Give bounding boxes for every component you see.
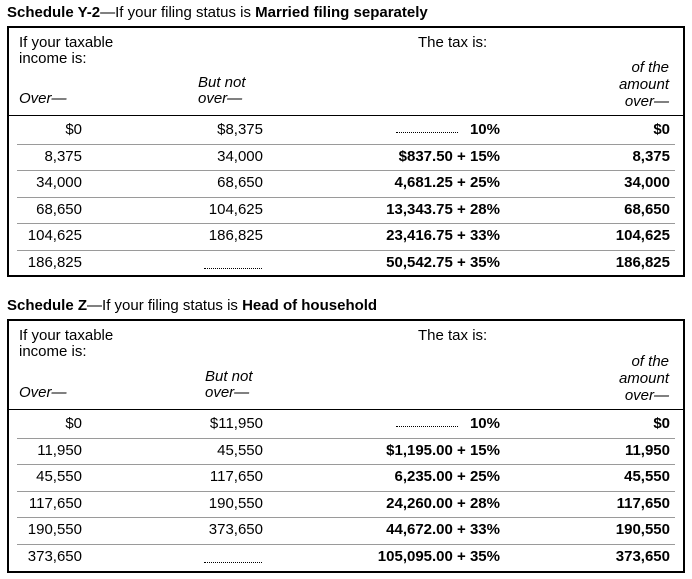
header-of-the: of the [631,59,669,76]
schedule-name: Schedule Y-2 [7,4,101,21]
leader-dots [204,268,262,269]
header-amount-over: over— [624,387,669,404]
but-not-over-value: 104,625 [208,200,263,218]
tax-value: 10% [469,415,500,432]
of-amount-value: 117,650 [616,494,670,512]
tax-value: $837.50 + 15% [398,147,500,165]
header-income-line1: If your taxable [19,327,114,344]
tax-value: 105,095.00 + 35% [377,547,500,565]
header-tax-is: The tax is: [418,34,488,51]
of-amount-value: 11,950 [624,441,670,459]
tax-value: 50,542.75 + 35% [386,253,500,271]
but-not-over-value: $8,375 [217,121,263,138]
header-divider [9,115,683,116]
over-value: 104,625 [27,227,82,244]
over-value: 45,550 [36,468,82,485]
but-not-over-value: 373,650 [208,521,263,538]
header-tax-is: The tax is: [418,327,488,344]
over-value: 68,650 [36,200,82,218]
tax-value: 6,235.00 + 25% [394,468,500,485]
of-amount-value: 68,650 [624,200,670,218]
of-amount-value: 8,375 [632,147,670,165]
leader-dots [204,562,262,563]
schedule-title [7,4,428,21]
row-divider [17,491,675,492]
header-income-line2: income is: [19,50,87,67]
row-divider [17,464,675,465]
header-but-not-2: over— [205,384,250,401]
header-of-the: of the [631,353,669,370]
header-over: Over— [19,90,67,107]
row-divider [17,250,675,251]
row-divider [17,517,675,518]
leader-dots [396,132,458,133]
tax-value: 24,260.00 + 28% [386,494,500,512]
tax-value: 13,343.75 + 28% [386,200,500,218]
row-divider [17,144,675,145]
schedule-title-text: —If your filing status is [100,4,256,21]
leader-dots [396,426,458,427]
tax-table [7,26,685,277]
over-value: 190,550 [27,521,82,538]
of-amount-value: 186,825 [615,253,670,271]
header-amount-over: over— [624,93,669,110]
but-not-over-value: 68,650 [217,174,263,191]
but-not-over-value: 186,825 [208,227,263,244]
over-value: 11,950 [37,441,82,459]
schedule-title [7,297,377,314]
tax-table [7,319,685,573]
filing-status: Head of household [242,297,378,314]
over-value: $0 [65,415,82,432]
header-income-line1: If your taxable [19,34,114,51]
header-but-not-1: But not [198,74,246,91]
row-divider [17,544,675,545]
row-divider [17,223,675,224]
row-divider [17,197,675,198]
over-value: 186,825 [27,253,82,271]
but-not-over-value: 34,000 [217,147,263,165]
over-value: 8,375 [44,147,82,165]
row-divider [17,170,675,171]
tax-value: 4,681.25 + 25% [394,174,500,191]
of-amount-value: $0 [653,415,670,432]
over-value: 117,650 [28,494,82,512]
header-over: Over— [19,384,67,401]
but-not-over-value: 190,550 [208,494,263,512]
of-amount-value: 34,000 [624,174,670,191]
of-amount-value: 104,625 [615,227,670,244]
of-amount-value: 45,550 [624,468,670,485]
header-amount: amount [618,370,669,387]
of-amount-value: $0 [653,121,670,138]
header-amount: amount [618,76,669,93]
header-divider [9,409,683,410]
header-but-not-1: But not [205,368,253,385]
row-divider [17,438,675,439]
over-value: 34,000 [36,174,82,191]
tax-value: $1,195.00 + 15% [386,441,500,459]
header-income-line2: income is: [19,343,87,360]
but-not-over-value: 117,650 [209,468,263,485]
schedule-title-text: —If your filing status is [87,297,243,314]
filing-status: Married filing separately [255,4,428,21]
over-value: $0 [65,121,82,138]
tax-value: 10% [469,121,500,138]
of-amount-value: 373,650 [615,547,670,565]
tax-value: 23,416.75 + 33% [386,227,500,244]
tax-value: 44,672.00 + 33% [386,521,500,538]
but-not-over-value: 45,550 [217,441,263,459]
header-but-not-2: over— [198,90,243,107]
schedule-name: Schedule Z [7,297,88,314]
over-value: 373,650 [27,547,82,565]
of-amount-value: 190,550 [615,521,670,538]
but-not-over-value: $11,950 [209,415,263,432]
